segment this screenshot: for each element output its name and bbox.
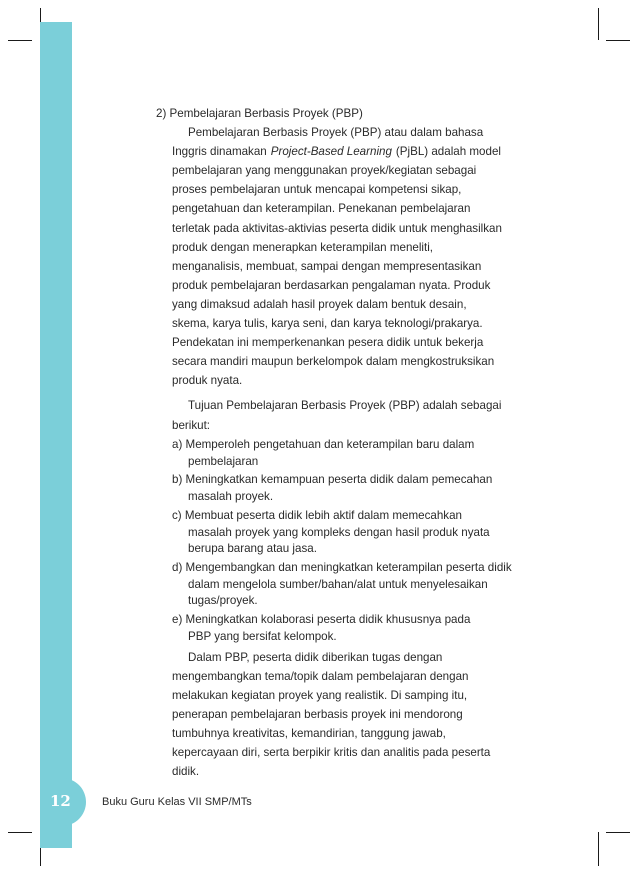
crop-mark <box>598 832 599 866</box>
list-item: b) Meningkatkan kemampuan peserta didik dalam pemecahan <box>172 473 493 487</box>
paragraph-line: produk nyata. <box>172 374 243 388</box>
crop-mark <box>598 8 599 40</box>
list-item-continuation: berupa barang atau jasa. <box>188 542 317 556</box>
paragraph-line: Inggris dinamakan Project-Based Learning (PjBL) adalah model <box>172 145 501 159</box>
list-item: c) Membuat peserta didik lebih aktif dalam memecahkan <box>172 508 462 522</box>
list-item: a) Memperoleh pengetahuan dan keterampilan baru dalam <box>172 437 475 451</box>
paragraph-line: tumbuhnya kreativitas, kemandirian, tanggung jawab, <box>172 726 446 740</box>
paragraph-line: secara mandiri maupun berkelompok dalam mengkostruksikan <box>172 355 495 369</box>
paragraph-line: kepercayaan diri, serta berpikir kritis dan analitis pada peserta <box>172 746 491 760</box>
paragraph-line: menganalisis, membuat, sampai dengan mempresentasikan <box>172 259 482 273</box>
paragraph-line: produk pembelajaran berdasarkan pengalaman nyata. Produk <box>172 278 491 292</box>
paragraph-line: mengembangkan tema/topik dalam pembelajaran dengan <box>172 669 469 683</box>
paragraph-line: berikut: <box>172 418 211 432</box>
paragraph-line: Pendekatan ini memperkenankan pesera didik untuk bekerja <box>172 336 484 350</box>
paragraph-line: Tujuan Pembelajaran Berbasis Proyek (PBP) adalah sebagai <box>188 399 502 413</box>
paragraph-line: melakukan kegiatan proyek yang realistik. Di samping itu, <box>172 688 468 702</box>
list-item-continuation: masalah proyek yang kompleks dengan hasil produk nyata <box>188 525 490 539</box>
paragraph-line: terletak pada aktivitas-aktivias peserta didik untuk menghasilkan <box>172 221 502 235</box>
paragraph-line: proses pembelajaran untuk mencapai kompetensi sikap, <box>172 183 462 197</box>
crop-mark <box>8 832 32 833</box>
paragraph-line: yang dimaksud adalah hasil proyek dalam bentuk desain, <box>172 297 467 311</box>
list-item-continuation: masalah proyek. <box>188 490 274 504</box>
crop-mark <box>606 40 630 41</box>
page-number: 12 <box>50 792 71 810</box>
paragraph-line: produk dengan menerapkan keterampilan meneliti, <box>172 240 434 254</box>
paragraph-line: skema, karya tulis, karya seni, dan karya teknologi/prakarya. <box>172 317 483 331</box>
page-body <box>150 104 520 781</box>
paragraph-line: Pembelajaran Berbasis Proyek (PBP) atau dalam bahasa <box>188 126 484 140</box>
page-footer: Buku Guru Kelas VII SMP/MTs <box>102 796 252 808</box>
list-item-continuation: dalam mengelola sumber/bahan/alat untuk menyelesaikan <box>188 577 488 591</box>
paragraph-line: pembelajaran yang menggunakan proyek/kegiatan sebagai <box>172 164 477 178</box>
list-item-continuation: tugas/proyek. <box>188 594 258 608</box>
page-sidebar-stripe <box>40 22 72 848</box>
paragraph-line: penerapan pembelajaran berbasis proyek ini mendorong <box>172 707 463 721</box>
list-item: e) Meningkatkan kolaborasi peserta didik khususnya pada <box>172 612 471 626</box>
crop-mark <box>8 40 32 41</box>
paragraph-line: Dalam PBP, peserta didik diberikan tugas dengan <box>188 650 443 664</box>
list-item-continuation: PBP yang bersifat kelompok. <box>188 630 337 644</box>
paragraph-line: pengetahuan dan keterampilan. Penekanan pembelajaran <box>172 202 471 216</box>
crop-mark <box>606 832 630 833</box>
list-item-continuation: pembelajaran <box>188 454 259 468</box>
section-heading: 2) Pembelajaran Berbasis Proyek (PBP) <box>156 107 363 120</box>
list-item: d) Mengembangkan dan meningkatkan keterampilan peserta didik <box>172 560 512 574</box>
paragraph-line: didik. <box>172 765 200 779</box>
